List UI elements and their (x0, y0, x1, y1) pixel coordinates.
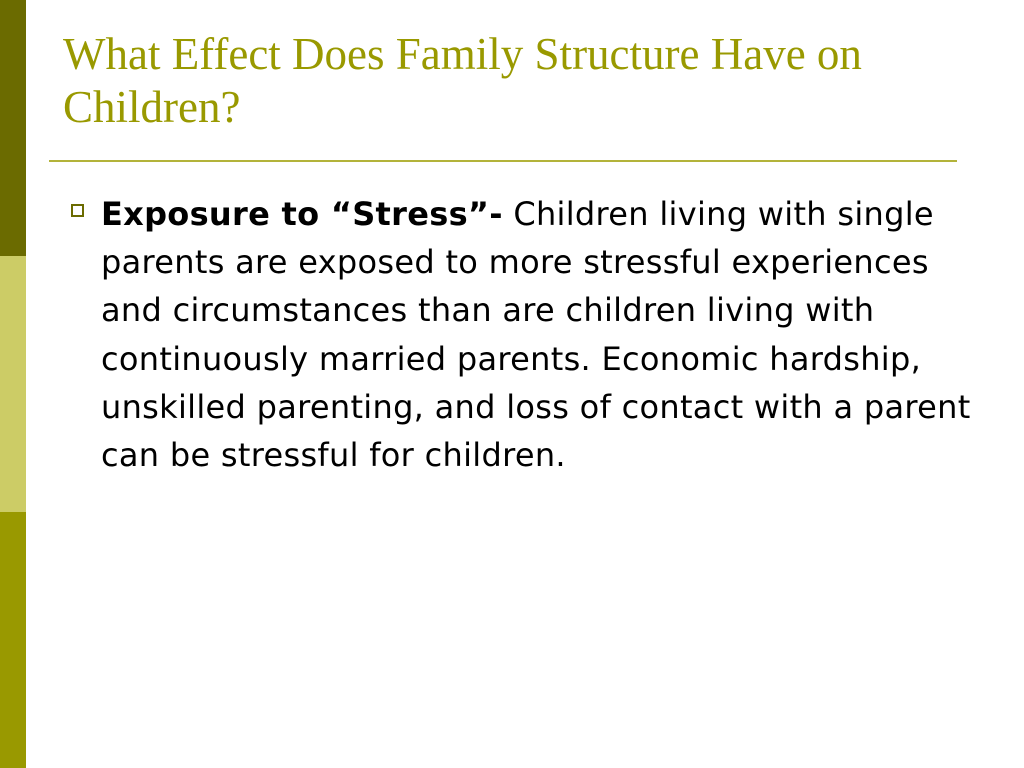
side-bar-top (0, 0, 26, 256)
square-bullet-icon (71, 204, 84, 217)
side-bar-bottom (0, 512, 26, 768)
bullet-heading: Exposure to “Stress”- (101, 195, 503, 233)
bullet-item (101, 190, 971, 479)
side-bar-middle (0, 256, 26, 512)
bullet-body: Children living with single parents are exposed to more stressful experiences and circumstances than are children living with continuously married parents. Economic hardship, unskilled parenting, and loss of contact with a parent can be stressful for children. (101, 195, 971, 475)
title-divider (49, 160, 957, 162)
slide-title: What Effect Does Family Structure Have on Children? (63, 29, 862, 132)
